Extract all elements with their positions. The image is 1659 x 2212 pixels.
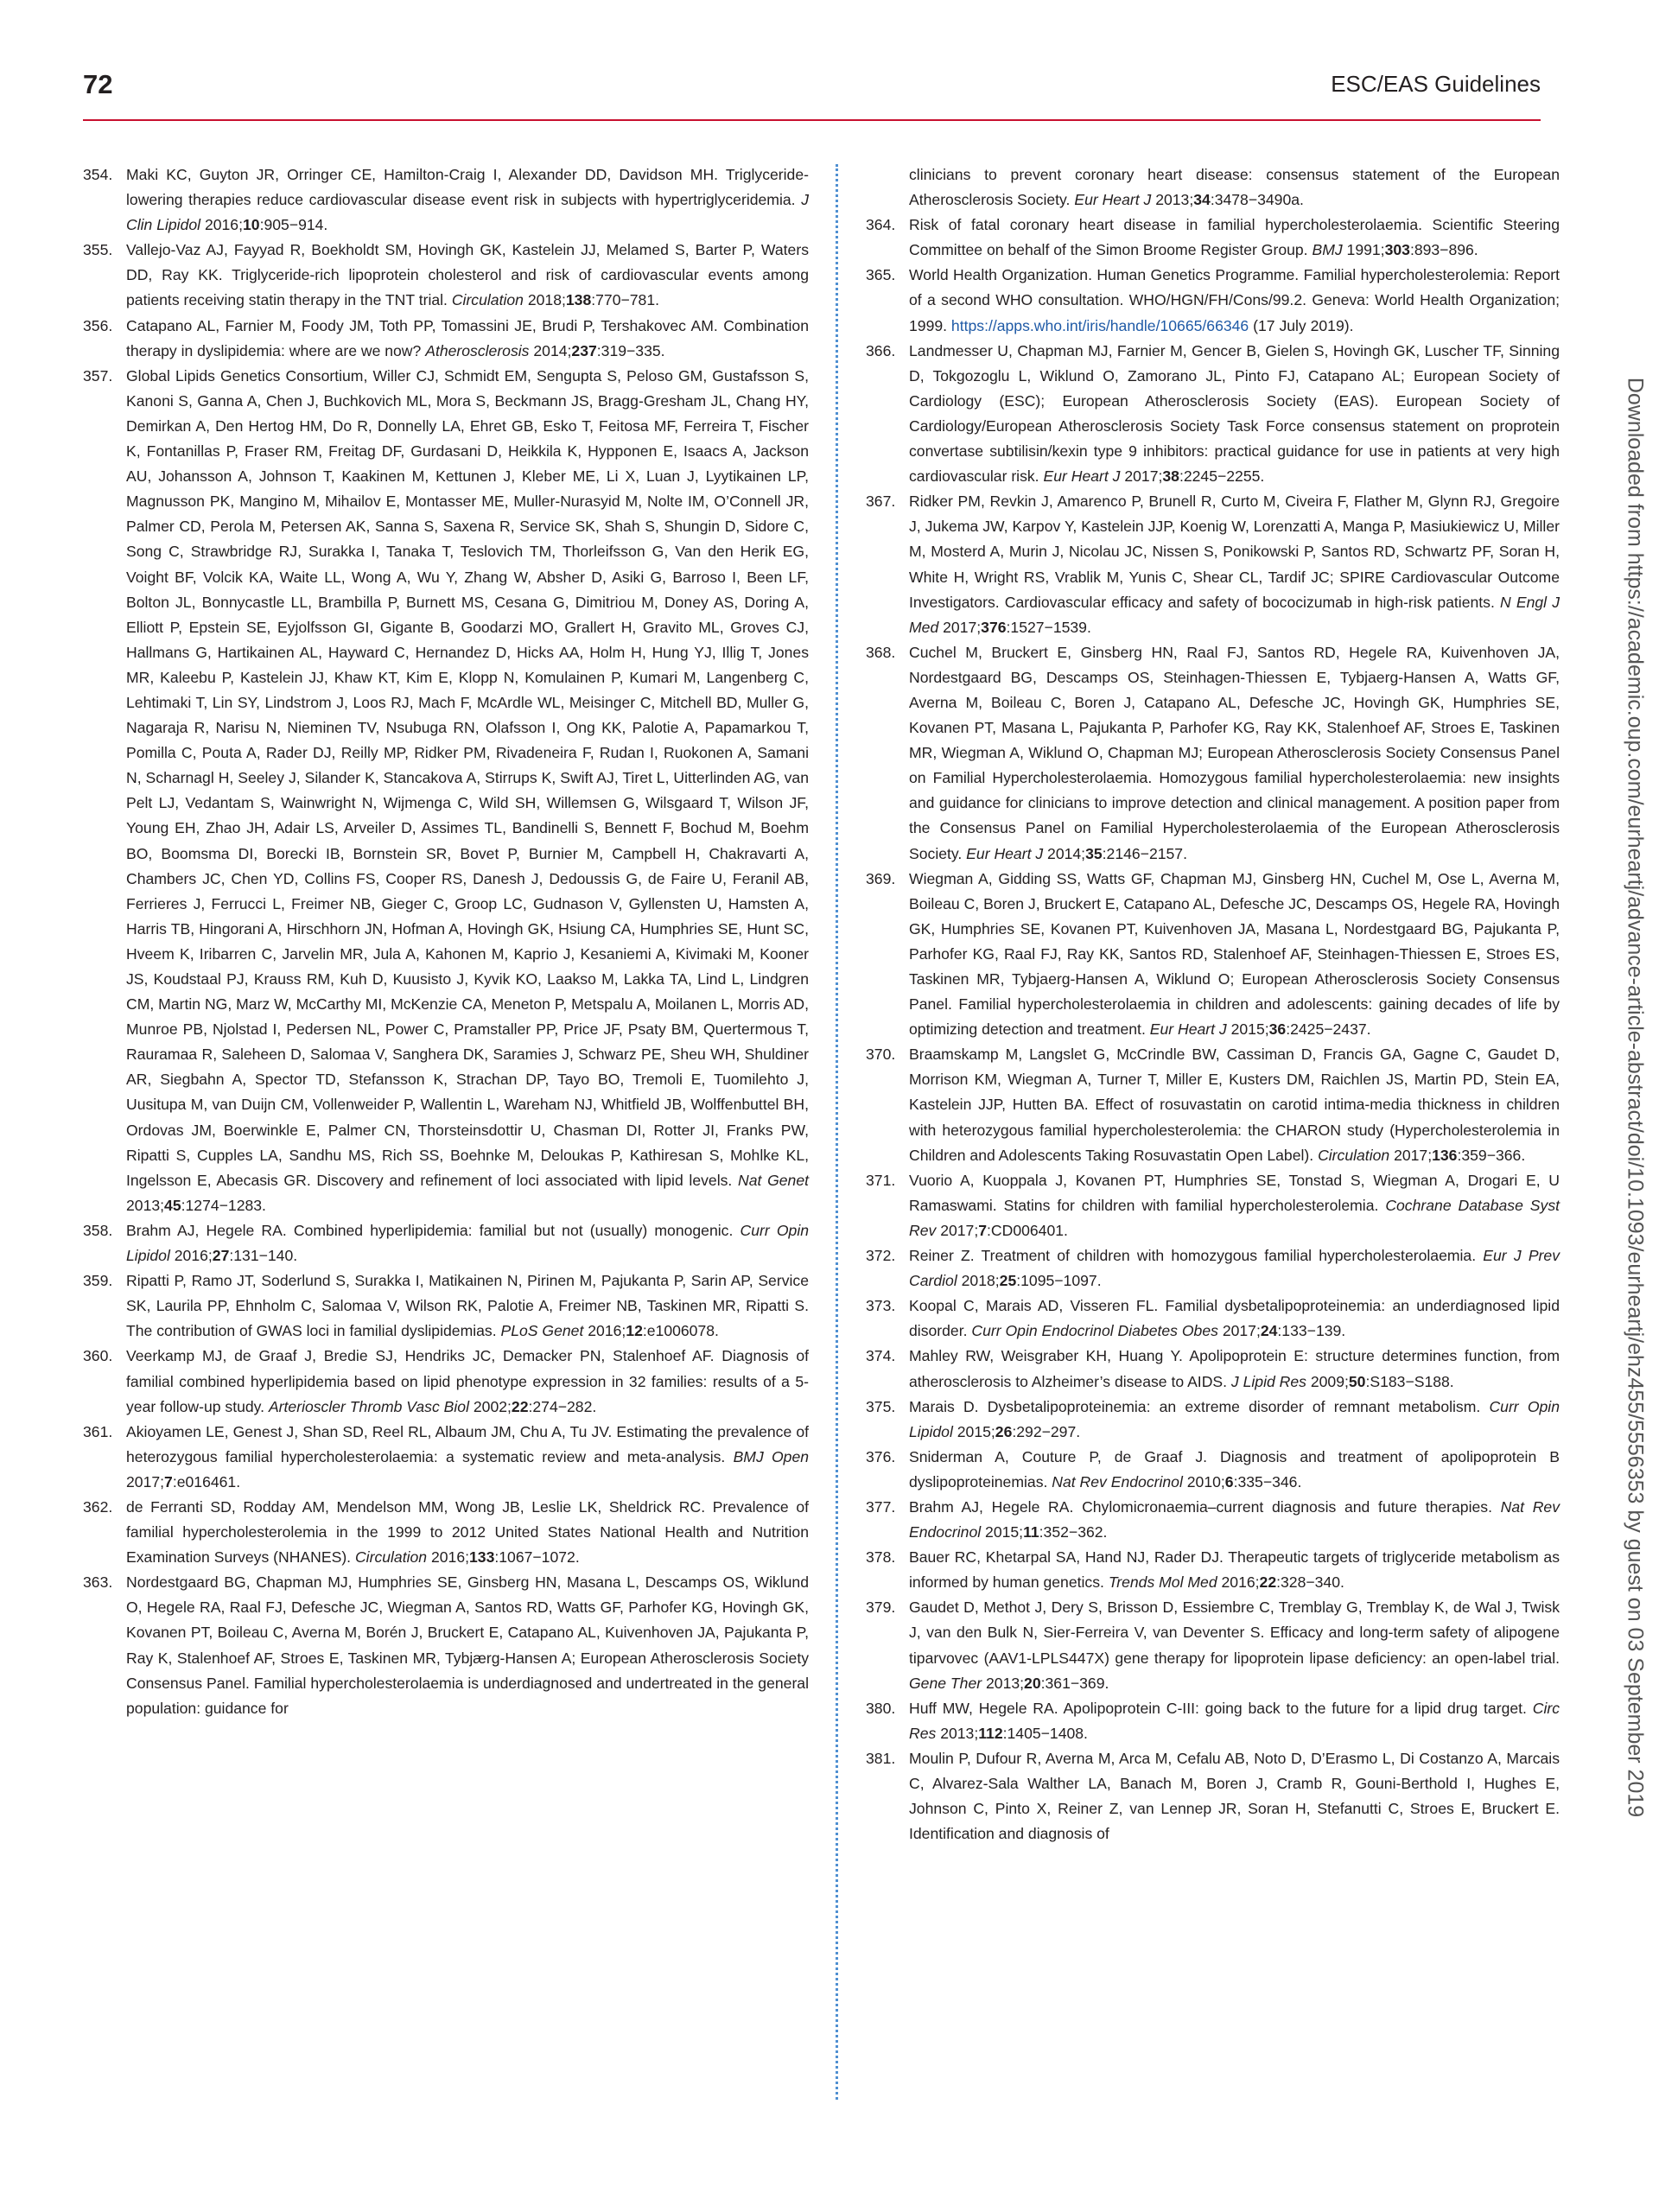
reference-text: Risk of fatal coronary heart disease in familial hypercholesterolaemia. Scientific Steering Committee on behalf of the Simon Broome Register Group.	[909, 216, 1560, 259]
reference-journal: Nat Rev Endocrinol	[909, 1497, 1560, 1541]
reference-journal: Cochrane Database Syst Rev	[909, 1196, 1560, 1239]
reference-pages: :e1006078.	[642, 1322, 719, 1340]
reference-volume: 50	[1348, 1372, 1366, 1390]
reference-year: 2016;	[174, 1247, 213, 1265]
reference-journal: Curr Opin Lipidol	[909, 1397, 1560, 1440]
reference-number: 377.	[866, 1497, 896, 1516]
reference-journal: Eur Heart J	[1149, 1020, 1227, 1039]
reference-number: 373.	[866, 1297, 896, 1315]
reference-year: 2013;	[1155, 191, 1194, 209]
reference-item	[83, 1495, 809, 1570]
reference-volume: 112	[978, 1724, 1003, 1742]
reference-text: Koopal C, Marais AD, Visseren FL. Familial dysbetalipoproteinemia: an underdiagnosed lipid disorder.	[909, 1297, 1560, 1340]
reference-number: 372.	[866, 1247, 896, 1265]
reference-text: Vuorio A, Kuoppala J, Kovanen PT, Humphries SE, Tonstad S, Wiegman A, Drogari E, U Ramaswami. Statins for children with familial hypercholesterolemia.	[909, 1171, 1560, 1214]
reference-journal: Circulation	[354, 1548, 428, 1567]
reference-journal: BMJ Open	[733, 1447, 810, 1465]
reference-volume: 24	[1260, 1322, 1278, 1340]
reference-item	[866, 1243, 1560, 1294]
reference-volume: 45	[164, 1196, 181, 1214]
reference-column-left	[83, 162, 809, 1721]
reference-column-right	[866, 162, 1560, 1847]
reference-number: 370.	[866, 1046, 896, 1064]
reference-item	[866, 640, 1560, 867]
header-rule	[83, 119, 1541, 121]
reference-item	[866, 1595, 1560, 1695]
reference-item	[866, 867, 1560, 1043]
reference-text: World Health Organization. Human Genetics Programme. Familial hypercholesterolemia: Report of a second WHO consultation. WHO/HGN/FH/Cons/99.2. Geneva: World Health Organization; 1999.	[909, 266, 1560, 334]
reference-volume: 20	[1024, 1674, 1041, 1692]
reference-year: 2016;	[430, 1548, 470, 1567]
reference-text: Ripatti P, Ramo JT, Soderlund S, Surakka I, Matikainen N, Pirinen M, Pajukanta P, Sarin AP, Service SK, Laurila PP, Ehnholm C, Salomaa V, Wilson RK, Palotie A, Freimer NB, Taskinen MR, Ripatti S. The contribution of GWAS loci in familial dyslipidemias.	[126, 1272, 809, 1340]
reference-item	[866, 489, 1560, 640]
reference-item	[83, 364, 809, 1218]
reference-year: 2013;	[126, 1196, 165, 1214]
reference-access-date: (17 July 2019).	[1253, 316, 1354, 334]
reference-journal: Trends Mol Med	[1108, 1573, 1217, 1592]
reference-year: 2016;	[588, 1322, 626, 1340]
reference-item	[866, 1746, 1560, 1847]
reference-pages: :361−369.	[1040, 1674, 1109, 1692]
reference-volume: 7	[164, 1472, 173, 1491]
reference-volume: 138	[565, 291, 592, 309]
reference-text: Reiner Z. Treatment of children with homozygous familial hypercholesterolaemia.	[909, 1247, 1477, 1265]
reference-year: 2015;	[957, 1422, 995, 1440]
reference-pages: :S183−S188.	[1365, 1372, 1454, 1390]
reference-year: 2015;	[985, 1523, 1024, 1541]
reference-year: 2014;	[533, 341, 572, 359]
reference-pages: :319−335.	[596, 341, 665, 359]
reference-year: 2010;	[1186, 1472, 1225, 1491]
reference-item	[866, 1395, 1560, 1445]
running-head: ESC/EAS Guidelines	[1331, 71, 1541, 97]
reference-pages: :905−914.	[259, 216, 328, 234]
reference-text: Cuchel M, Bruckert E, Ginsberg HN, Raal FJ, Santos RD, Hegele RA, Kuivenhoven JA, Nordestgaard BG, Descamps OS, Steinhagen-Thiessen E, Tybjaerg-Hansen A, Watts GF, Averna M, Boileau C, Boren J, Catapano AL, Defesche JC, Hovingh GK, Humphries SE, Kovanen PT, Masana L, Pajukanta P, Parhofer KG, Ray KK, Stalenhoef AF, Stroes E, Taskinen MR, Wiegman A, Wiklund O, Chapman MJ; European Atherosclerosis Society Consensus Panel on Familial Hypercholesterolaemia. Homozygous familial hypercholesterolaemia: new insights and guidance for clinicians to improve detection and clinical management. A position paper from the Consensus Panel on Familial Hypercholesterolaemia of the European Atherosclerosis Society.	[909, 643, 1560, 862]
reference-volume: 26	[995, 1422, 1013, 1440]
reference-number: 375.	[866, 1397, 896, 1415]
reference-number: 380.	[866, 1699, 896, 1717]
reference-pages: :131−140.	[229, 1247, 298, 1265]
reference-year: 2014;	[1047, 844, 1086, 862]
reference-journal: Circulation	[451, 291, 524, 309]
reference-volume: 25	[999, 1272, 1017, 1290]
reference-text: de Ferranti SD, Rodday AM, Mendelson MM, Wong JB, Leslie LK, Sheldrick RC. Prevalence of familial hypercholesterolemia in the 1999 to 2012 United States National Health and Nutrition Examination Surveys (NHANES).	[126, 1497, 809, 1567]
reference-journal: J Lipid Res	[1230, 1372, 1306, 1390]
reference-year: 2009;	[1310, 1372, 1349, 1390]
reference-text: Wiegman A, Gidding SS, Watts GF, Chapman MJ, Ginsberg HN, Cuchel M, Ose L, Averna M, Boileau C, Boren J, Bruckert E, Catapano AL, Defesche JC, Descamps OS, Hegele RA, Hovingh GK, Humphries SE, Kovanen PT, Kuivenhoven JA, Masana L, Nordestgaard BG, Pajukanta P, Parhofer KG, Raal FJ, Ray KK, Santos RD, Stalenhoef AF, Steinhagen-Thiessen E, Stroes ES, Taskinen MR, Tybjaerg-Hansen A, Wiklund O; European Atherosclerosis Society Consensus Panel. Familial hypercholesterolaemia in children and adolescents: gaining decades of life by optimizing detection and treatment.	[909, 869, 1560, 1039]
reference-year: 2013;	[986, 1674, 1025, 1692]
reference-pages: :1527−1539.	[1006, 618, 1091, 636]
reference-year: 2017;	[1394, 1146, 1433, 1164]
reference-volume: 133	[469, 1548, 495, 1567]
reference-volume: 6	[1224, 1472, 1234, 1491]
reference-pages: :335−346.	[1233, 1472, 1302, 1491]
reference-text: Global Lipids Genetics Consortium, Willer CJ, Schmidt EM, Sengupta S, Peloso GM, Gustafsson S, Kanoni S, Ganna A, Chen J, Buchkovich ML, Mora S, Beckmann JS, Bragg-Gresham JL, Chang HY, Demirkan A, Den Hertog HM, Do R, Donnelly LA, Ehret GB, Esko T, Feitosa MF, Ferreira T, Fischer K, Fontanillas P, Fraser RM, Freitag DF, Gurdasani D, Heikkila K, Hypponen E, Isaacs A, Jackson AU, Johansson A, Johnson T, Kaakinen M, Kettunen J, Kleber ME, Li X, Luan J, Lyytikainen LP, Magnusson PK, Mangino M, Mihailov E, Montasser ME, Muller-Nurasyid M, Nolte IM, O’Connell JR, Palmer CD, Perola M, Petersen AK, Sanna S, Saxena R, Service SK, Shah S, Shungin D, Sidore C, Song C, Strawbridge RJ, Surakka I, Tanaka T, Teslovich TM, Thorleifsson G, Van den Herik EG, Voight BF, Volcik KA, Waite LL, Wong A, Wu Y, Zhang W, Absher D, Asiki G, Barroso I, Been LF, Bolton JL, Bonnycastle LL, Brambilla P, Burnett MS, Cesana G, Dimitriou M, Doney AS, Doring A, Elliott P, Epstein SE, Eyjolfsson GI, Gigante B, Goodarzi MO, Grallert H, Gravito ML, Groves CJ, Hallmans G, Hartikainen AL, Hayward C, Hernandez D, Hicks AA, Holm H, Hung YJ, Illig T, Jones MR, Kaleebu P, Kastelein JJ, Khaw KT, Kim E, Klopp N, Komulainen P, Kumari M, Langenberg C, Lehtimaki T, Lin SY, Lindstrom J, Loos RJ, Mach F, McArdle WL, Meisinger C, Mitchell BD, Muller G, Nagaraja R, Narisu N, Nieminen TV, Nsubuga RN, Olafsson I, Ong KK, Palotie A, Papamarkou T, Pomilla C, Pouta A, Rader DJ, Reilly MP, Ridker PM, Rivadeneira F, Rudan I, Ruokonen A, Samani N, Scharnagl H, Seeley J, Silander K, Stancakova A, Stirrups K, Swift AJ, Tiret L, Uitterlinden AG, van Pelt LJ, Vedantam S, Wainwright N, Wijmenga C, Wild SH, Willemsen G, Wilsgaard T, Wilson JF, Young EH, Zhao JH, Adair LS, Arveiler D, Assimes TL, Bandinelli S, Bennett F, Bochud M, Boehm BO, Boomsma DI, Borecki IB, Bornstein SR, Bovet P, Burnier M, Campbell H, Chakravarti A, Chambers JC, Chen YD, Collins FS, Cooper RS, Danesh J, Dedoussis G, de Faire U, Feranil AB, Ferrieres J, Ferrucci L, Freimer NB, Gieger C, Groop LC, Gudnason V, Gyllensten U, Hamsten A, Harris TB, Hingorani A, Hirschhorn JN, Hofman A, Hovingh GK, Hsiung CA, Humphries SE, Hunt SC, Hveem K, Iribarren C, Jarvelin MR, Jula A, Kahonen M, Kaprio J, Kesaniemi A, Kivimaki M, Kooner JS, Koudstaal PJ, Krauss RM, Kuh D, Kuusisto J, Kyvik KO, Laakso M, Lakka TA, Lind L, Lindgren CM, Martin NG, Marz W, McCarthy MI, McKenzie CA, Meneton P, Metspalu A, Moilanen L, Morris AD, Munroe PB, Njolstad I, Pedersen NL, Power C, Pramstaller PP, Price JF, Psaty BM, Quertermous T, Rauramaa R, Saleheen D, Salomaa V, Sanghera DK, Saramies J, Schwarz PE, Sheu WH, Shuldiner AR, Siegbahn A, Spector TD, Stefansson K, Strachan DP, Tayo BO, Tremoli E, Tuomilehto J, Uusitupa M, van Duijn CM, Vollenweider P, Wallentin L, Wareham NJ, Whitfield JB, Wolffenbuttel BH, Ordovas JM, Boerwinkle E, Palmer CN, Thorsteinsdottir U, Chasman DI, Rotter JI, Franks PW, Ripatti S, Cupples LA, Sandhu MS, Rich SS, Boehnke M, Deloukas P, Kathiresan S, Mohlke KL, Ingelsson E, Abecasis GR. Discovery and refinement of loci associated with lipid levels.	[126, 366, 809, 1189]
reference-journal: Atherosclerosis	[425, 341, 530, 359]
reference-year: 2018;	[961, 1272, 1000, 1290]
reference-number: 358.	[83, 1221, 113, 1239]
reference-pages: :352−362.	[1039, 1523, 1108, 1541]
reference-text: Veerkamp MJ, de Graaf J, Bredie SJ, Hendriks JC, Demacker PN, Stalenhoef AF. Diagnosis of familial combined hyperlipidemia based on lipid phenotype expression in 32 families: results of a 5-year follow-up study.	[126, 1347, 809, 1415]
reference-journal: J Clin Lipidol	[126, 191, 809, 234]
reference-year: 2017;	[943, 618, 982, 636]
reference-pages: :328−340.	[1276, 1573, 1344, 1592]
reference-pages: :1405−1408.	[1002, 1724, 1088, 1742]
reference-journal: Nat Rev Endocrinol	[1052, 1472, 1183, 1491]
reference-volume: 12	[626, 1322, 643, 1340]
reference-journal: Curr Opin Lipidol	[126, 1221, 810, 1265]
reference-journal: N Engl J Med	[909, 593, 1560, 636]
reference-item	[83, 1420, 809, 1495]
reference-pages: :770−781.	[591, 291, 659, 309]
reference-journal: Eur Heart J	[966, 844, 1044, 862]
reference-number: 381.	[866, 1749, 896, 1767]
reference-pages: :2146−2157.	[1102, 844, 1187, 862]
reference-year: 2016;	[204, 216, 243, 234]
reference-number: 363.	[83, 1573, 113, 1592]
reference-pages: :1095−1097.	[1016, 1272, 1102, 1290]
reference-pages: :1067−1072.	[494, 1548, 580, 1567]
reference-number: 368.	[866, 643, 896, 661]
reference-number: 354.	[83, 166, 113, 183]
reference-volume: 10	[242, 216, 260, 234]
page-number: 72	[83, 69, 113, 99]
reference-year: 2002;	[473, 1397, 512, 1415]
reference-item	[866, 1344, 1560, 1394]
reference-item	[866, 1294, 1560, 1344]
reference-item	[866, 339, 1560, 490]
reference-text: Maki KC, Guyton JR, Orringer CE, Hamilton-Craig I, Alexander DD, Davidson MH. Triglyceride-lowering therapies reduce cardiovascular disease event risk in subjects with hypertriglyceridemia.	[126, 166, 809, 209]
reference-year: 2017;	[1124, 467, 1163, 486]
reference-volume: 136	[1432, 1146, 1458, 1164]
reference-number: 361.	[83, 1422, 113, 1440]
reference-year: 2017;	[126, 1472, 165, 1491]
reference-item	[866, 1696, 1560, 1746]
reference-journal: Eur Heart J	[1074, 191, 1152, 209]
reference-year: 2013;	[940, 1724, 979, 1742]
reference-number: 355.	[83, 241, 113, 259]
reference-item	[83, 238, 809, 313]
reference-number: 379.	[866, 1599, 896, 1617]
reference-text: Bauer RC, Khetarpal SA, Hand NJ, Rader DJ. Therapeutic targets of triglyceride metabolism as informed by human genetics.	[909, 1548, 1560, 1592]
reference-item	[866, 162, 1560, 213]
reference-number: 356.	[83, 316, 113, 334]
reference-text: Gaudet D, Methot J, Dery S, Brisson D, Essiembre C, Tremblay G, Tremblay K, de Wal J, Twisk J, van den Bulk N, Sier-Ferreira V, van Deventer S. Efficacy and long-term safety of alipogene tiparvovec (AAV1-LPLS447X) gene therapy for lipoprotein lipase deficiency: an open-label trial.	[909, 1599, 1560, 1667]
reference-number: 357.	[83, 366, 113, 385]
reference-volume: 38	[1162, 467, 1179, 486]
reference-journal: Circ Res	[909, 1699, 1560, 1742]
reference-item	[866, 263, 1560, 338]
reference-number: 359.	[83, 1272, 113, 1290]
reference-pages: :893−896.	[1409, 241, 1478, 259]
reference-pages: :2245−2255.	[1179, 467, 1265, 486]
reference-item	[866, 1042, 1560, 1167]
reference-pages: :133−139.	[1277, 1322, 1346, 1340]
reference-year: 1991;	[1346, 241, 1385, 259]
reference-number: 365.	[866, 266, 896, 284]
reference-pages: :3478−3490a.	[1210, 191, 1304, 209]
reference-pages: :359−366.	[1457, 1146, 1526, 1164]
reference-year: 2017;	[940, 1221, 979, 1239]
reference-pages: :CD006401.	[987, 1221, 1068, 1239]
download-notice: Downloaded from https://academic.oup.com/eurheartj/advance-article-abstract/doi/10.1093/eurheartj/ehz455/5556353 by guest on 03 September 2019	[1623, 377, 1648, 1818]
reference-journal: Eur J Prev Cardiol	[909, 1247, 1560, 1290]
reference-volume: 35	[1085, 844, 1103, 862]
reference-number: 374.	[866, 1347, 896, 1365]
reference-journal: Arterioscler Thromb Vasc Biol	[268, 1397, 469, 1415]
reference-item	[83, 1344, 809, 1419]
reference-volume: 7	[978, 1221, 988, 1239]
reference-number: 360.	[83, 1347, 113, 1365]
reference-journal: BMJ	[1312, 241, 1343, 259]
reference-text: Moulin P, Dufour R, Averna M, Arca M, Cefalu AB, Noto D, D’Erasmo L, Di Costanzo A, Marcais C, Alvarez-Sala Walther LA, Banach M, Boren J, Cramb R, Gouni-Berthold I, Hughes E, Johnson C, Pinto X, Reiner Z, van Lennep JR, Soran H, Stefanutti C, Stroes E, Bruckert E. Identification and diagnosis of	[909, 1749, 1560, 1843]
reference-text: Akioyamen LE, Genest J, Shan SD, Reel RL, Albaum JM, Chu A, Tu JV. Estimating the prevalence of heterozygous familial hypercholesterolaemia: a systematic review and meta-analysis.	[126, 1422, 809, 1465]
reference-text: Ridker PM, Revkin J, Amarenco P, Brunell R, Curto M, Civeira F, Flather M, Glynn RJ, Gregoire J, Jukema JW, Karpov Y, Kastelein JJP, Koenig W, Lorenzatti A, Manga P, Masiukiewicz U, Miller M, Mosterd A, Murin J, Nicolau JC, Nissen S, Ponikowski P, Santos RD, Schwartz PF, Soran H, White H, Wright RS, Vrablik M, Yunis C, Shear CL, Tardif JC; SPIRE Cardiovascular Outcome Investigators. Cardiovascular efficacy and safety of bococizumab in high-risk patients.	[909, 493, 1560, 611]
reference-item	[866, 213, 1560, 263]
reference-text: Sniderman A, Couture P, de Graaf J. Diagnosis and treatment of apolipoprotein B dyslipoproteinemias.	[909, 1447, 1560, 1491]
reference-number: 371.	[866, 1171, 896, 1189]
reference-number: 378.	[866, 1548, 896, 1567]
reference-number: 362.	[83, 1497, 113, 1516]
reference-journal: Nat Genet	[738, 1171, 809, 1189]
reference-pages: :292−297.	[1012, 1422, 1081, 1440]
reference-item	[83, 1268, 809, 1344]
reference-journal: Circulation	[1318, 1146, 1390, 1164]
reference-volume: 27	[212, 1247, 230, 1265]
reference-number: 366.	[866, 341, 896, 359]
reference-pages: :2425−2437.	[1286, 1020, 1371, 1039]
reference-year: 2016;	[1221, 1573, 1260, 1592]
reference-link[interactable]: https://apps.who.int/iris/handle/10665/66346	[950, 316, 1249, 334]
reference-text: Vallejo-Vaz AJ, Fayyad R, Boekholdt SM, Hovingh GK, Kastelein JJ, Melamed S, Barter P, Waters DD, Ray KK. Triglyceride-rich lipoprotein cholesterol and risk of cardiovascular events among patients receiving statin therapy in the TNT trial.	[126, 241, 809, 309]
reference-volume: 376	[981, 618, 1007, 636]
reference-pages: :1274−1283.	[181, 1196, 266, 1214]
reference-item	[83, 162, 809, 238]
reference-text: Braamskamp M, Langslet G, McCrindle BW, Cassiman D, Francis GA, Gagne C, Gaudet D, Morrison KM, Wiegman A, Turner T, Miller E, Kusters DM, Raichlen JS, Martin PD, Stein EA, Kastelein JJP, Hutten BA. Effect of rosuvastatin on carotid intima-media thickness in children with heterozygous familial hypercholesterolemia: the CHARON study (Hypercholesterolemia in Children and Adolescents Taking Rosuvastatin Open Label).	[909, 1046, 1560, 1164]
reference-item	[83, 1218, 809, 1268]
reference-number: 367.	[866, 493, 896, 511]
reference-number: 364.	[866, 216, 896, 234]
reference-text: Brahm AJ, Hegele RA. Chylomicronaemia–current diagnosis and future therapies.	[909, 1497, 1492, 1516]
reference-text: Catapano AL, Farnier M, Foody JM, Toth PP, Tomassini JE, Brudi P, Tershakovec AM. Combination therapy in dyslipidemia: where are we now?	[126, 316, 809, 359]
reference-item	[866, 1545, 1560, 1595]
reference-volume: 237	[571, 341, 597, 359]
reference-year: 2017;	[1222, 1322, 1261, 1340]
reference-year: 2015;	[1230, 1020, 1269, 1039]
reference-text: clinicians to prevent coronary heart disease: consensus statement of the European Atherosclerosis Society.	[909, 166, 1560, 209]
reference-number: 376.	[866, 1447, 896, 1465]
reference-text: Nordestgaard BG, Chapman MJ, Humphries SE, Ginsberg HN, Masana L, Descamps OS, Wiklund O, Hegele RA, Raal FJ, Defesche JC, Wiegman A, Santos RD, Watts GF, Parhofer KG, Hovingh GK, Kovanen PT, Boileau C, Averna M, Borén J, Bruckert E, Catapano AL, Kuivenhoven JA, Pajukanta P, Ray K, Stalenhoef AF, Stroes E, Taskinen MR, Tybjærg-Hansen A; European Atherosclerosis Society Consensus Panel. Familial hypercholesterolaemia is underdiagnosed and undertreated in the general population: guidance for	[126, 1573, 809, 1717]
reference-text: Brahm AJ, Hegele RA. Combined hyperlipidemia: familial but not (usually) monogenic.	[126, 1221, 734, 1239]
reference-item	[83, 1570, 809, 1721]
reference-item	[83, 314, 809, 364]
reference-text: Marais D. Dysbetalipoproteinemia: an extreme disorder of remnant metabolism.	[909, 1397, 1481, 1415]
reference-item	[866, 1168, 1560, 1243]
reference-pages: :e016461.	[172, 1472, 241, 1491]
reference-volume: 22	[511, 1397, 529, 1415]
reference-journal: PLoS Genet	[500, 1322, 584, 1340]
reference-text: Mahley RW, Weisgraber KH, Huang Y. Apolipoprotein E: structure determines function, from atherosclerosis to Alzheimer’s disease to AIDS.	[909, 1347, 1560, 1390]
reference-item	[866, 1495, 1560, 1545]
reference-text: Landmesser U, Chapman MJ, Farnier M, Gencer B, Gielen S, Hovingh GK, Luscher TF, Sinning D, Tokgozoglu L, Wiklund O, Zamorano JL, Pinto FJ, Catapano AL; European Society of Cardiology (ESC); European Atherosclerosis Society (EAS). European Society of Cardiology/European Atherosclerosis Society Task Force consensus statement on proprotein convertase subtilisin/kexin type 9 inhibitors: practical guidance for use in patients at very high cardiovascular risk.	[909, 341, 1560, 486]
reference-journal: Eur Heart J	[1043, 467, 1121, 486]
reference-journal: Gene Ther	[909, 1674, 982, 1692]
column-divider	[836, 164, 838, 2100]
reference-volume: 36	[1268, 1020, 1287, 1039]
reference-journal: Curr Opin Endocrinol Diabetes Obes	[971, 1322, 1218, 1340]
reference-pages: :274−282.	[528, 1397, 597, 1415]
reference-volume: 22	[1259, 1573, 1277, 1592]
reference-item	[866, 1445, 1560, 1495]
reference-volume: 11	[1023, 1523, 1039, 1541]
reference-number: 369.	[866, 869, 896, 887]
reference-year: 2018;	[527, 291, 566, 309]
reference-volume: 34	[1193, 191, 1211, 209]
reference-text: Huff MW, Hegele RA. Apolipoprotein C-III: going back to the future for a lipid drug target.	[909, 1699, 1527, 1717]
reference-volume: 303	[1384, 241, 1410, 259]
